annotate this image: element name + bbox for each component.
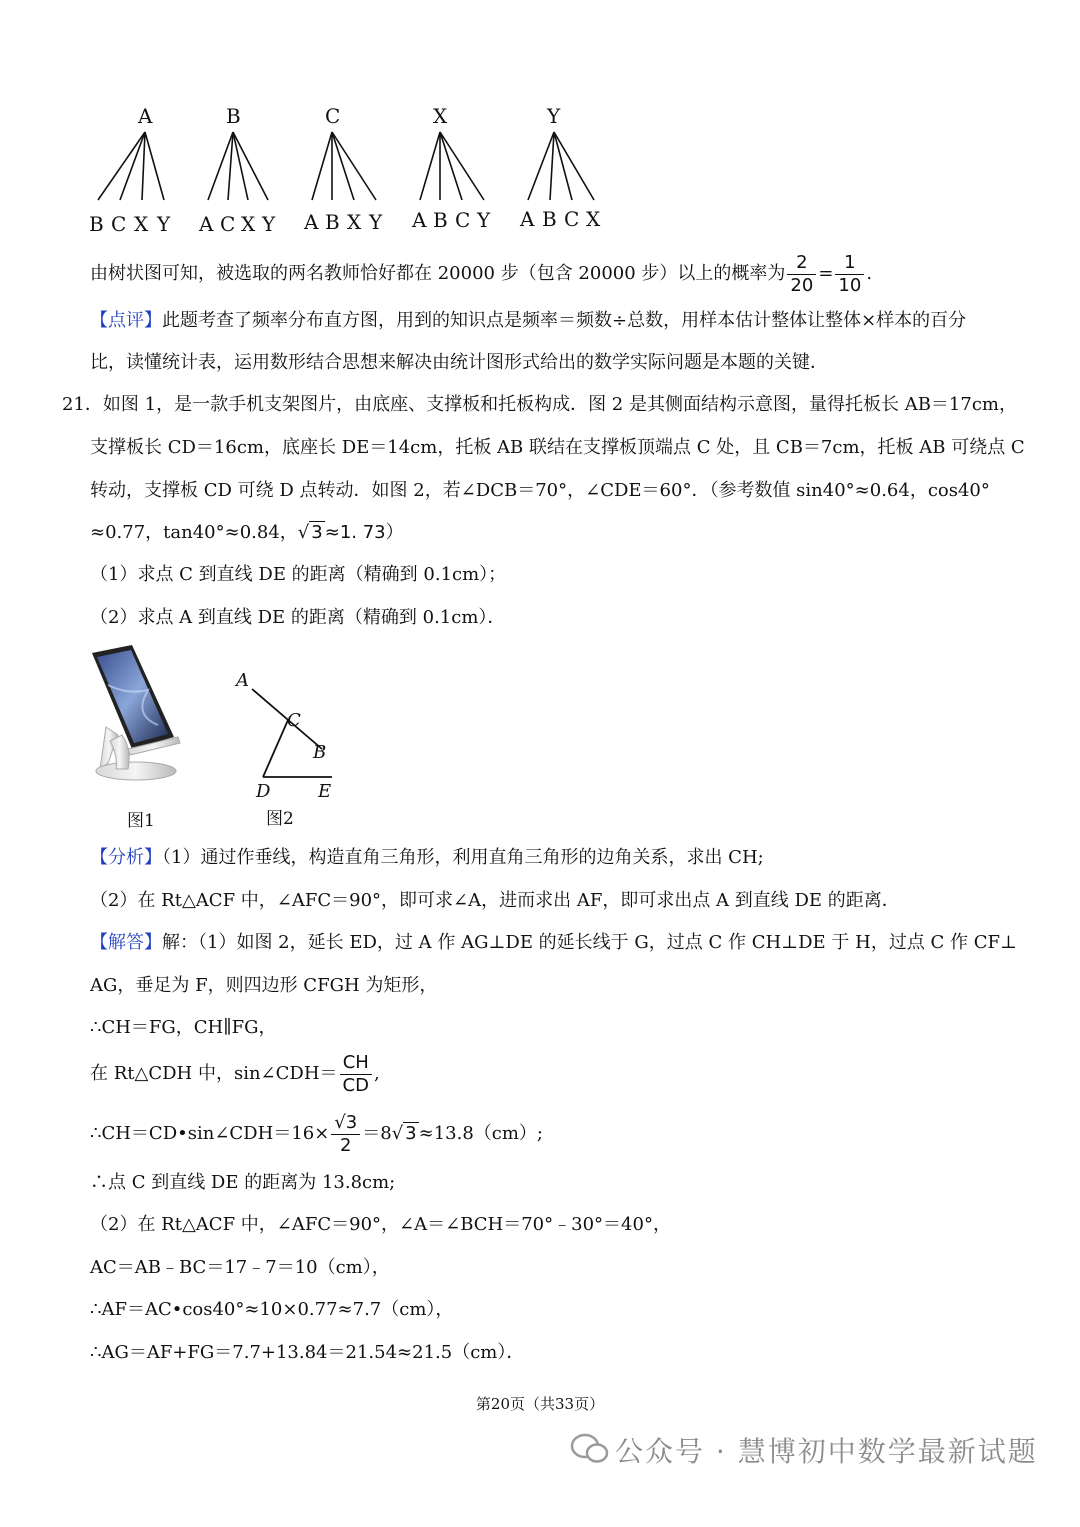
figure-2-caption: 图2 (266, 809, 294, 829)
conclusion-line: 由树状图可知，被选取的两名教师恰好都在 20000 步（包含 20000 步）以上的概率为 $\frac{2}{20}$ = $\frac{1}{10}$ . (90, 251, 873, 296)
comment-tag: 【点评】 (90, 310, 162, 331)
fraction-1-10: $\frac{1}{10}$ (835, 252, 864, 297)
comment-line-2: 比，读懂统计表，运用数形结合思想来解决由统计图形式给出的数学实际问题是本题的关键． (90, 352, 828, 373)
tree-root-2: B (226, 104, 241, 128)
solution-line-4: 在 Rt△CDH 中，sin∠CDH＝ $\frac{CH}{CD}$ , (90, 1051, 380, 1096)
sqrt-3: √ 3 (297, 522, 323, 543)
watermark-text: 公众号 · 慧博初中数学最新试题 (615, 1435, 1038, 1468)
tree-leaf: A (199, 212, 214, 236)
sqrt-3-solution: √ 3 (391, 1123, 417, 1144)
conclusion-text: 由树状图可知，被选取的两名教师恰好都在 20000 步（包含 20000 步）以上的概率为 (90, 263, 786, 284)
point-label-E: E (318, 781, 332, 802)
point-label-A: A (236, 670, 249, 691)
tree-leaf: B (433, 208, 448, 232)
question-21-line-4: ≈0.77，tan40°≈0.84，√ 3 ≈1. 73） (90, 518, 404, 548)
solution-line-10: ∴AG＝AF+FG＝7.7+13.84＝21.54≈21.5（cm）． (90, 1342, 525, 1363)
fraction-ch-cd: $\frac{CH}{CD}$ (340, 1052, 372, 1097)
solution-line-3: ∴CH＝FG，CH∥FG， (90, 1017, 277, 1038)
question-21-line-2: 支撑板长 CD＝16cm，底座长 DE＝14cm，托板 AB 联结在支撑板顶端点 C 处，且 CB＝7cm，托板 AB 可绕点 C (90, 437, 1025, 458)
question-21-line-1: 21．如图 1，是一款手机支架图片，由底座、支撑板和托板构成．图 2 是其侧面结构示意图，量得托板长 AB＝17cm， (62, 394, 1017, 415)
tree-leaf: C (455, 208, 471, 232)
tree-leaf: C (564, 207, 580, 231)
tree-leaf: A (520, 207, 535, 231)
analysis-tag: 【分析】 (90, 847, 162, 868)
tree-leaf: X (347, 210, 362, 234)
tree-leaf: X (241, 212, 256, 236)
tree-leaf: B (325, 210, 340, 234)
tree-leaf: Y (262, 212, 276, 236)
solution-tag: 【解答】 (90, 932, 162, 953)
page-footer: 第20页（共33页） (475, 1395, 605, 1413)
comment-line-1: 【点评】此题考查了频率分布直方图，用到的知识点是频率＝频数÷总数，用样本估计整体让整体×样本的百分 (90, 310, 967, 331)
analysis-line-1: 【分析】（1）通过作垂线，构造直角三角形，利用直角三角形的边角关系，求出 CH; (90, 847, 764, 868)
phone-stand-image (88, 645, 188, 785)
tree-leaf: Y (369, 210, 383, 234)
tree-root-1: A (138, 104, 153, 128)
tree-root-3: C (325, 104, 341, 128)
solution-line-1: 【解答】解：（1）如图 2，延长 ED，过 A 作 AG⊥DE 的延长线于 G，过点 C 作 CH⊥DE 于 H，过点 C 作 CF⊥ (90, 932, 1017, 953)
solution-line-7: （2）在 Rt△ACF 中，∠AFC＝90°，∠A＝∠BCH＝70°﹣30°＝40°， (90, 1214, 671, 1235)
solution-line-8: AC＝AB﹣BC＝17﹣7＝10（cm）， (90, 1257, 390, 1278)
solution-line-9: ∴AF＝AC•cos40°≈10×0.77≈7.7（cm）， (90, 1299, 454, 1320)
analysis-line-2: （2）在 Rt△ACF 中，∠AFC＝90°，即可求∠A，进而求出 AF，即可求出点 A 到直线 DE 的距离． (90, 890, 900, 911)
solution-line-5: ∴CH＝CD•sin∠CDH＝16× $\frac{√3}{2}$ ＝8√ 3 ≈13.8（cm）; (90, 1110, 543, 1158)
solution-line-2: AG，垂足为 F，则四边形 CFGH 为矩形， (90, 975, 438, 996)
point-label-C: C (287, 710, 301, 731)
tree-root-5: Y (547, 104, 561, 128)
sub-question-1: （1）求点 C 到直线 DE 的距离（精确到 0.1cm）； (90, 564, 507, 585)
solution-line-6: ∴点 C 到直线 DE 的距离为 13.8cm; (90, 1172, 396, 1193)
tree-leaf: Y (157, 212, 171, 236)
figure-1-caption: 图1 (127, 811, 155, 831)
tree-leaf: A (304, 210, 319, 234)
tree-leaf: B (542, 207, 557, 231)
tree-leaf: B (89, 212, 104, 236)
tree-leaf: C (220, 212, 236, 236)
fraction-sqrt3-2: $\frac{√3}{2}$ (331, 1112, 360, 1157)
question-21-line-3: 转动，支撑板 CD 可绕 D 点转动．如图 2，若∠DCB＝70°，∠CDE＝60°．（参考数值 sin40°≈0.64，cos40° (90, 480, 990, 501)
tree-leaf: Y (477, 208, 491, 232)
fraction-2-20: $\frac{2}{20}$ (787, 252, 816, 297)
tree-leaf: X (134, 212, 149, 236)
wechat-icon (570, 1432, 610, 1471)
point-label-D: D (256, 781, 271, 802)
tree-root-4: X (433, 104, 448, 128)
point-label-B: B (313, 742, 327, 763)
tree-leaf: A (412, 208, 427, 232)
sub-question-2: （2）求点 A 到直线 DE 的距离（精确到 0.1cm）． (90, 607, 506, 628)
tree-leaf: X (586, 207, 601, 231)
tree-leaf: C (111, 212, 127, 236)
question-number: 21． (62, 394, 103, 415)
